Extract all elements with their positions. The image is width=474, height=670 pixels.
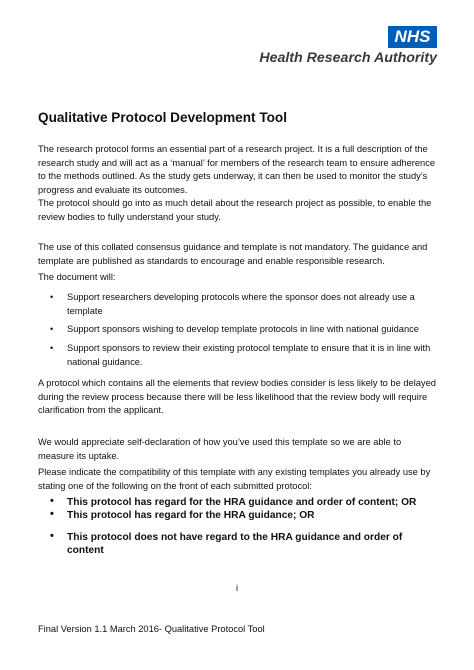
footer-text: Final Version 1.1 March 2016- Qualitative Protocol Tool bbox=[38, 624, 265, 634]
statement-text: This protocol has regard for the HRA guidance and order of content; OR bbox=[67, 497, 417, 508]
list-item bbox=[38, 509, 438, 522]
paragraph-intro: The research protocol forms an essential part of a research project. It is a full description of the research study and will act as a ‘manual’ for members of the research team to ensure adherence to the methods outlined. As the study gets underway, it can then be used to monitor the study’s progress and evaluate its outcomes. bbox=[38, 144, 436, 196]
list-item bbox=[38, 496, 438, 509]
nhs-logo: NHS bbox=[388, 26, 437, 48]
paragraph-self-declaration: We would appreciate self-declaration of how you’ve used this template so we are able to measure its uptake. bbox=[38, 437, 402, 461]
list-item-text: Support sponsors wishing to develop template protocols in line with national guidance bbox=[67, 324, 419, 335]
statement-list bbox=[38, 496, 438, 557]
paragraph-document-will: The document will: bbox=[38, 272, 116, 282]
list-item-text: Support researchers developing protocols where the sponsor does not already use a template bbox=[67, 292, 415, 316]
list-item bbox=[38, 291, 438, 318]
bullet-icon: • bbox=[50, 324, 54, 335]
list-item bbox=[38, 531, 438, 557]
list-item bbox=[38, 323, 438, 337]
document-title: Qualitative Protocol Development Tool bbox=[38, 110, 288, 125]
list-item bbox=[38, 342, 438, 369]
statement-text: This protocol has regard for the HRA guidance; OR bbox=[67, 510, 315, 521]
organisation-name: Health Research Authority bbox=[259, 50, 437, 66]
document-will-list bbox=[38, 291, 438, 370]
paragraph-not-mandatory: The use of this collated consensus guidance and template is not mandatory. The guidance and template are published as standards to encourage and enable responsible research. bbox=[38, 242, 428, 266]
page-number: i bbox=[236, 583, 239, 593]
bullet-icon: • bbox=[50, 343, 54, 354]
paragraph-detail: The protocol should go into as much detail about the research project as possible, to enable the review bodies to fully understand your study. bbox=[38, 198, 432, 222]
bullet-icon: • bbox=[50, 530, 54, 542]
statement-text: This protocol does not have regard to the HRA guidance and order of content bbox=[67, 532, 403, 556]
bullet-icon: • bbox=[50, 495, 54, 507]
list-item-text: Support sponsors to review their existing protocol template to ensure that it is in line with national guidance. bbox=[67, 343, 431, 367]
bullet-icon: • bbox=[50, 508, 54, 520]
paragraph-delay: A protocol which contains all the elements that review bodies consider is less likely to be delayed during the review process because there will be less likelihood that the review body will require clarification from the applicant. bbox=[38, 378, 436, 416]
paragraph-compatibility: Please indicate the compatibility of this template with any existing templates you already use by stating one of the following on the front of each submitted protocol: bbox=[38, 467, 431, 491]
bullet-icon: • bbox=[50, 292, 54, 302]
